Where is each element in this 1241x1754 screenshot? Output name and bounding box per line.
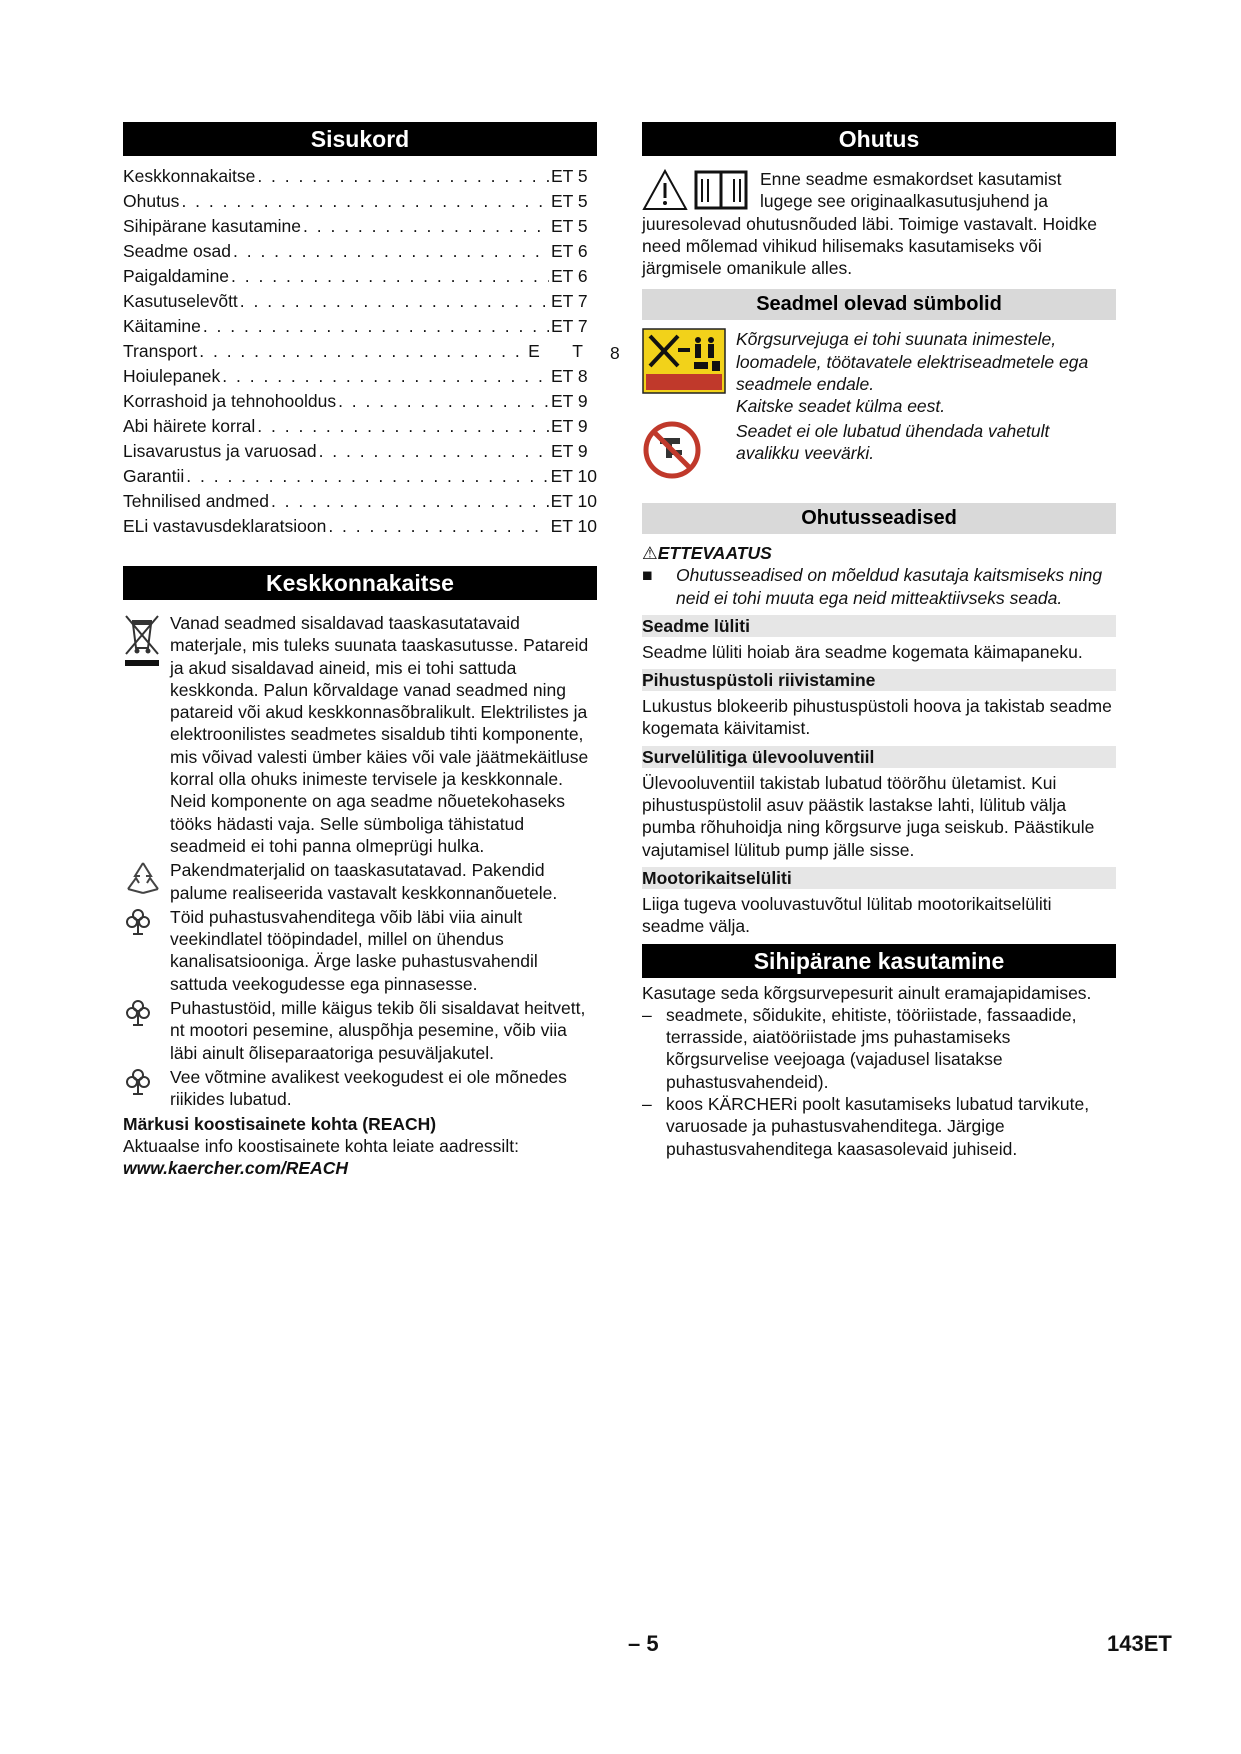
reach-heading: Märkusi koostisainete kohta (REACH): [123, 1113, 437, 1134]
switch-text: Seadme lüliti hoiab ära seadme kogemata käimapaneku.: [642, 641, 1083, 662]
bullet-square-icon: ■: [642, 565, 653, 586]
valve-heading: Survelülitiga ülevooluventiil: [642, 746, 1116, 768]
recycle-icon: [123, 859, 170, 904]
toc-item[interactable]: Abi häirete korral . . . ET 9: [123, 414, 597, 439]
caution-bullet: ■ Ohutusseadised on mõeldud kasutaja kaitsmiseks ning neid ei tohi muuta ega neid mitteaktiivseks seada.: [642, 565, 1103, 608]
oil-block: [123, 997, 597, 1064]
right-column: [642, 122, 1116, 1160]
weee-text: Vanad seadmed sisaldavad taaskasutatavaid materjale, mis tuleks suunata taaskasutusse. Patareid ja akud sisaldavad aineid, mis ei tohi sattuda keskkonda. Palun kõrvaldage vanad seadmed ning patareid või akud keskkonnasõbralikult. Elektrilistes ja elektroonilistes seadmetes sisaldub tihti komponente, mis võivad valesti ümber käies või vale jäätmekäitluse korral olla ohuks inimeste tervisele ja keskkonnale. Neid komponente on aga seadme nõuetekohaseks tööks hädasti vaja. Selle sümboliga tähistatud seadmeid ei tohi panna olmeprügi hulka.: [170, 613, 589, 856]
switch-heading: Seadme lüliti: [642, 615, 1116, 637]
usage-item: – seadmete, sõidukite, ehitiste, tööriistade, fassaadide, terrasside, aiatööriistade jms puhastamiseks kõrgsurvelise veejoaga (vajadusel lisatakse puhastusvahendeid).: [642, 1004, 1077, 1092]
toc-item[interactable]: Hoiulepanek . . . ET 8: [123, 364, 597, 389]
toc-item[interactable]: Keskkonnakaitse . . . ET 5: [123, 164, 597, 189]
caution-triangle-icon: ⚠: [642, 542, 658, 563]
packaging-text: Pakendmaterjalid on taaskasutatavad. Pakendid palume realiseerida vastavalt keskkonnanõuetele.: [170, 860, 558, 903]
left-column: [123, 122, 597, 1179]
symbol-frost-text: Kaitske seadet külma eest.: [736, 396, 946, 417]
reach-link[interactable]: www.kaercher.com/REACH: [123, 1158, 348, 1179]
usage-item: – koos KÄRCHERi poolt kasutamiseks lubatud tarvikute, varuosade ja puhastusvahenditega. Järgige puhastusvahenditega kaasasolevaid juhiseid.: [642, 1094, 1090, 1159]
toc-item[interactable]: Korrashoid ja tehnohooldus . . . ET 9: [123, 389, 597, 414]
safety-intro-block: [642, 168, 1116, 279]
symbol-jet-block: [642, 328, 1116, 417]
toc-item[interactable]: Garantii . . . ET 10: [123, 464, 597, 489]
symbol-water-text: Seadet ei ole lubatud ühendada vahetult avalikku veevärki.: [736, 420, 1050, 463]
usage-intro: Kasutage seda kõrgsurvepesurit ainult eramajapidamises.: [642, 982, 1092, 1003]
toc-stray-page-number: 8: [610, 343, 620, 363]
environment-title: Keskkonnakaitse: [123, 566, 597, 600]
oil-text: Puhastustöid, mille käigus tekib õli sisaldavat heitvett, nt mootori pesemine, aluspõhja pesemine, võib viia läbi ainult õliseparaatoriga pesuväljakutel.: [170, 998, 586, 1063]
detergent-block: [123, 906, 597, 995]
crossed-bin-icon: [123, 612, 170, 857]
motor-heading: Mootorikaitselüliti: [642, 867, 1116, 889]
toc-item[interactable]: Tehnilised andmed . . . ET 10: [123, 489, 597, 514]
warning-manual-icons: [642, 168, 760, 212]
devices-title: Ohutusseadised: [642, 503, 1116, 534]
tree-icon: [123, 997, 170, 1064]
toc-item[interactable]: Ohutus . . . ET 5: [123, 189, 597, 214]
symbols-title: Seadmel olevad sümbolid: [642, 289, 1116, 320]
toc-item[interactable]: ELi vastavusdeklaratsioon . . . ET 10: [123, 514, 597, 539]
reach-text: Aktuaalse info koostisainete kohta leiate aadressilt:: [123, 1135, 519, 1156]
toc-item[interactable]: Lisavarustus ja varuosad . . . ET 9: [123, 439, 597, 464]
toc-title: Sisukord: [123, 122, 597, 156]
lock-text: Lukustus blokeerib pihustuspüstoli hoova ja takistab seadme kogemata käivitamist.: [642, 696, 1112, 739]
page-code: 143ET: [1107, 1631, 1172, 1656]
toc-item[interactable]: Seadme osad . . . ET 6: [123, 239, 597, 264]
toc-list: [123, 164, 597, 539]
detergent-text: Töid puhastusvahenditega võib läbi viia ainult veekindlatel tööpindadel, millel on ühendus kanalisatsiooniga. Ärge laske puhastusvahendil sattuda veekogudesse ega pinnasesse.: [170, 906, 538, 994]
page-number: – 5: [628, 1631, 659, 1656]
tree-icon: [123, 1066, 170, 1111]
lock-heading: Pihustuspüstoli riivistamine: [642, 669, 1116, 691]
tree-icon: [123, 906, 170, 995]
water-block: [123, 1066, 597, 1111]
toc-item[interactable]: Transport . . . E T: [123, 339, 597, 364]
symbol-water-block: [642, 420, 1116, 485]
warning-triangle-book-icon: [642, 168, 758, 212]
caution-label: ⚠ETTEVAATUS: [642, 542, 772, 563]
water-text: Vee võtmine avalikest veekogudest ei ole mõnedes riikides lubatud.: [170, 1066, 567, 1110]
packaging-block: [123, 859, 597, 904]
valve-text: Ülevooluventiil takistab lubatud töörõhu ületamist. Kui pihustuspüstolil asuv päästik lastakse lahti, lülitub välja pumba rõhuhoidja ning kõrgsurve juga seiskub. Päästikule vajutamisel lülitub pump jälle sisse.: [642, 772, 1095, 860]
toc-item[interactable]: Kasutuselevõtt . . . ET 7: [123, 289, 597, 314]
usage-title: Sihipärane kasutamine: [642, 944, 1116, 978]
toc-item[interactable]: Sihipärane kasutamine . . . ET 5: [123, 214, 597, 239]
toc-item[interactable]: Käitamine . . . ET 7: [123, 314, 597, 339]
toc-item[interactable]: Paigaldamine . . . ET 6: [123, 264, 597, 289]
safety-intro-text: Enne seadme esmakordset kasutamist lugege see originaalkasutusjuhend ja juuresolevad ohutusnõuded läbi. Toimige vastavalt. Hoidke need mõlemad vihikud hilisemaks kasutamiseks või järgmisele omanikule alles.: [642, 169, 1097, 279]
safety-title: Ohutus: [642, 122, 1116, 156]
weee-block: [123, 612, 597, 857]
symbol-jet-text: Kõrgsurvejuga ei tohi suunata inimestele, loomadele, töötavatele elektriseadmetele ega seadmele endale.: [736, 329, 1089, 395]
no-direct-connection-icon: [642, 420, 736, 485]
no-jet-at-people-icon: [642, 328, 736, 417]
motor-text: Liiga tugeva vooluvastuvõtul lülitab mootorikaitselüliti seadme välja.: [642, 893, 1052, 937]
